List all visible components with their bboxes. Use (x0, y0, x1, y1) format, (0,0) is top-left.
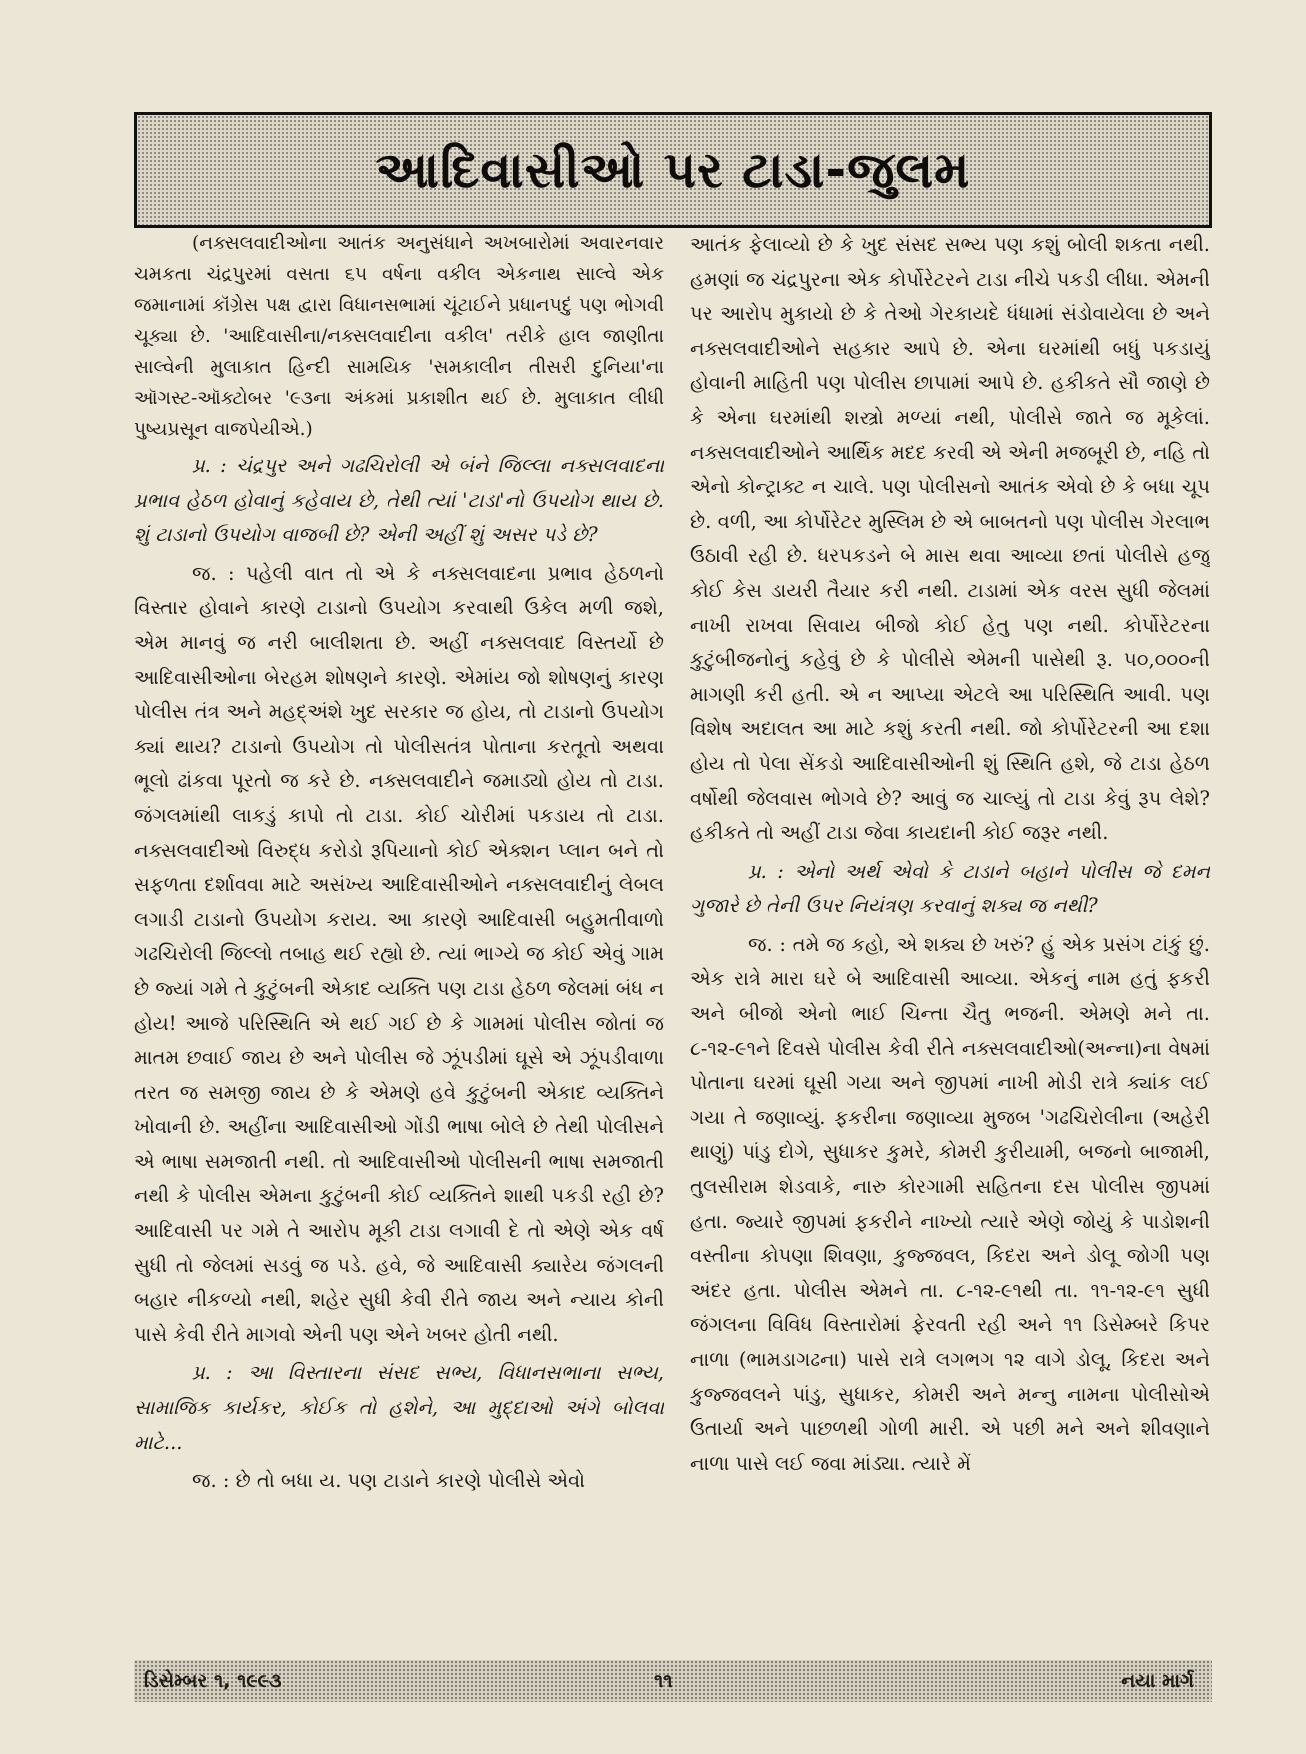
question-2: પ્ર. : આ વિસ્તારના સંસદ સભ્ય, વિધાનસભાના સભ્ય, સામાજિક કાર્યકર, કોઈક તો હશેને, આ મુદ્દાઓ અંગે બોલવા માટે... (134, 1361, 664, 1454)
article-title: આદિવાસીઓ પર ટાડા-જુલમ (375, 140, 971, 199)
right-column (690, 228, 1210, 1620)
question-1: પ્ર. : ચંદ્રપુર અને ગઢચિરોલી એ બંને જિલ્લા નક્સલવાદના પ્રભાવ હેઠળ હોવાનું કહેવાય છે, તેથી ત્યાં 'ટાડા'નો ઉપયોગ થાય છે. શું ટાડાનો ઉપયોગ વાજબી છે? એની અહીં શું અસર પડે છે? (134, 454, 664, 547)
page-number: ૧૧ (654, 1670, 673, 1692)
intro-paragraph: (નક્સલવાદીઓના આતંક અનુસંધાને અખબારોમાં અવારનવાર ચમકતા ચંદ્રપુરમાં વસતા ૬૫ વર્ષના વકીલ એકનાથ સાલ્વે એક જમાનામાં કૉંગ્રેસ પક્ષ દ્વારા વિધાનસભામાં ચૂંટાઈને પ્રધાનપદું પણ ભોગવી ચૂક્યા છે. 'આદિવાસીના/નક્સલવાદીના વકીલ' તરીકે હાલ જાણીતા સાલ્વેની મુલાકાત હિન્દી સામયિક 'સમકાલીન તીસરી દુનિયા'ના ઑગસ્ટ-ઑક્ટોબર '૯૩ના અંકમાં પ્રકાશીત થઈ છે. મુલાકાત લીધી પુષ્યપ્રસૂન વાજપેયીએ.) (134, 233, 664, 440)
magazine-name: નયા માર્ગ (1121, 1670, 1194, 1692)
issue-date: ડિસેમ્બર ૧, ૧૯૯૩ (144, 1670, 282, 1692)
title-banner (134, 112, 1212, 228)
page-footer (134, 1660, 1212, 1702)
left-column (134, 228, 664, 1620)
answer-1: જ. : પહેલી વાત તો એ કે નક્સલવાદના પ્રભાવ હેઠળનો વિસ્તાર હોવાને કારણે ટાડાનો ઉપયોગ કરવાથી ઉકેલ મળી જશે, એમ માનવું જ નરી બાલીશતા છે. અહીં નક્સલવાદ વિસ્તર્યો છે આદિવાસીઓના બેરહમ શોષણને કારણે. એમાંય જો શોષણનું કારણ પોલીસ તંત્ર અને મહદ્અંશે ખુદ સરકાર જ હોય, તો ટાડાનો ઉપયોગ ક્યાં થાય? ટાડાનો ઉપયોગ તો પોલીસતંત્ર પોતાના કરતૂતો અથવા ભૂલો ઢાંકવા પૂરતો જ કરે છે. નક્સલવાદીને જમાડ્યો હોય તો ટાડા. જંગલમાંથી લાકડું કાપો તો ટાડા. કોઈ ચોરીમાં પકડાય તો ટાડા. નક્સલવાદીઓ વિરુદ્ધ કરોડો રૂપિયાનો કોઈ એક્શન પ્લાન બને તો સફળતા દર્શાવવા માટે અસંખ્ય આદિવાસીઓને નક્સલવાદીનું લેબલ લગાડી ટાડાનો ઉપયોગ કરાય. આ કારણે આદિવાસી બહુમતીવાળો ગઢચિરોલી જિલ્લો તબાહ થઈ રહ્યો છે. ત્યાં ભાગ્યે જ કોઈ એવું ગામ છે જ્યાં ગમે તે કુટુંબની એકાદ વ્યક્તિ પણ ટાડા હેઠળ જેલમાં બંધ ન હોય! આજે પરિસ્થિતિ એ થઈ ગઈ છે કે ગામમાં પોલીસ જોતાં જ માતમ છવાઈ જાય છે અને પોલીસ જે ઝૂંપડીમાં ઘૂસે એ ઝૂંપડીવાળા તરત જ સમજી જાય છે કે એમણે હવે કુટુંબની એકાદ વ્યક્તિને ખોવાની છે. અહીંના આદિવાસીઓ ગોંડી ભાષા બોલે છે તેથી પોલીસને એ ભાષા સમજાતી નથી. તો આદિવાસીઓ પોલીસની ભાષા સમજાતી નથી કે પોલીસ એમના કુટુંબની કોઈ વ્યક્તિને શાથી પકડી રહી છે? આદિવાસી પર ગમે તે આરોપ મૂકી ટાડા લગાવી દે તો એણે એક વર્ષ સુધી તો જેલમાં સડવું જ પડે. હવે, જે આદિવાસી ક્યારેય જંગલની બહાર નીકળ્યો નથી, શહેર સુધી કેવી રીતે જાય અને ન્યાય કોની પાસે કેવી રીતે માગવો એની પણ એને ખબર હોતી નથી. (134, 561, 664, 1346)
question-3: પ્ર. : એનો અર્થ એવો કે ટાડાને બહાને પોલીસ જે દમન ગુજારે છે તેની ઉપર નિયંત્રણ કરવાનું શક્ય જ નથી? (690, 859, 1210, 918)
answer-2-continued: આતંક ફેલાવ્યો છે કે ખુદ સંસદ સભ્ય પણ કશું બોલી શકતા નથી. હમણાં જ ચંદ્રપુરના એક કોર્પોરેટરને ટાડા નીચે પકડી લીધા. એમની પર આરોપ મુકાયો છે કે તેઓ ગેરકાયદે ધંધામાં સંડોવાયેલા છે અને નક્સલવાદીઓને સહકાર આપે છે. એના ઘરમાંથી બધું પકડાયું હોવાની માહિતી પણ પોલીસ છાપામાં આપે છે. હકીકતે સૌ જાણે છે કે એના ઘરમાંથી શસ્ત્રો મળ્યાં નથી, પોલીસે જાતે જ મૂકેલાં. નક્સલવાદીઓને આર્થિક મદદ કરવી એ એની મજબૂરી છે, નહિ તો એનો કોન્ટ્રાક્ટ ન ચાલે. પણ પોલીસનો આતંક એવો છે કે બધા ચૂપ છે. વળી, આ કોર્પોરેટર મુસ્લિમ છે એ બાબતનો પણ પોલીસ ગેરલાભ ઉઠાવી રહી છે. ધરપકડને બે માસ થવા આવ્યા છતાં પોલીસે હજુ કોઈ કેસ ડાયરી તૈયાર કરી નથી. ટાડામાં એક વરસ સુધી જેલમાં નાખી રાખવા સિવાય બીજો કોઈ હેતુ પણ નથી. કોર્પોરેટરના કુટુંબીજનોનું કહેવું છે કે પોલીસે એમની પાસેથી રૂ. ૫૦,૦૦૦ની માગણી કરી હતી. એ ન આપ્યા એટલે આ પરિસ્થિતિ આવી. પણ વિશેષ અદાલત આ માટે કશું કરતી નથી. જો કોર્પોરેટરની આ દશા હોય તો પેલા સેંકડો આદિવાસીઓની શું સ્થિતિ હશે, જે ટાડા હેઠળ વર્ષોથી જેલવાસ ભોગવે છે? આવું જ ચાલ્યું તો ટાડા કેવું રૂપ લેશે? હકીકતે તો અહીં ટાડા જેવા કાયદાની કોઈ જરૂર નથી. (690, 233, 1210, 845)
answer-2-start: જ. : છે તો બધા ય. પણ ટાડાને કારણે પોલીસે એવો (192, 1469, 586, 1493)
answer-3: જ. : તમે જ કહો, એ શક્ય છે ખરું? હું એક પ્રસંગ ટાંકું છું. એક રાત્રે મારા ઘરે બે આદિવાસી આવ્યા. એકનું નામ હતું ફકરી અને બીજો એનો ભાઈ ચિન્તા ચૈતુ ભજની. એમણે મને તા. ૮-૧૨-૯૧ને દિવસે પોલીસ કેવી રીતે નક્સલવાદીઓ(અન્ના)ના વેષમાં પોતાના ઘરમાં ઘૂસી ગયા અને જીપમાં નાખી મોડી રાત્રે ક્યાંક લઈ ગયા તે જણાવ્યું. ફકરીના જણાવ્યા મુજબ 'ગઢચિરોલીના (અહેરી થાણું) પાંડુ દોગે, સુધાકર કુમરે, કોમરી કુરીયામી, બજનો બાજામી, તુલસીરામ શેડવાકે, નારુ કોરગામી સહિતના દસ પોલીસ જીપમાં હતા. જ્યારે જીપમાં ફકરીને નાખ્યો ત્યારે એણે જોયું કે પાડોશની વસ્તીના કોપણા શિવણા, કુજ્જવલ, કિદરા અને ડોલૂ જોગી પણ અંદર હતા. પોલીસ એમને તા. ૮-૧૨-૯૧થી તા. ૧૧-૧૨-૯૧ સુધી જંગલના વિવિધ વિસ્તારોમાં ફેરવતી રહી અને ૧૧ ડિસેમ્બરે કિપર નાળા (ભામડાગઢના) પાસે રાત્રે લગભગ ૧૨ વાગે ડોલૂ, કિદરા અને કુજ્જવલને પાંડુ, સુધાકર, કોમરી અને મન્નુ નામના પોલીસોએ ઉતાર્યા અને પાછળથી ગોળી મારી. એ પછી મને અને શીવણાને નાળા પાસે લઈ જવા માંડ્યા. ત્યારે મેં (690, 932, 1210, 1475)
